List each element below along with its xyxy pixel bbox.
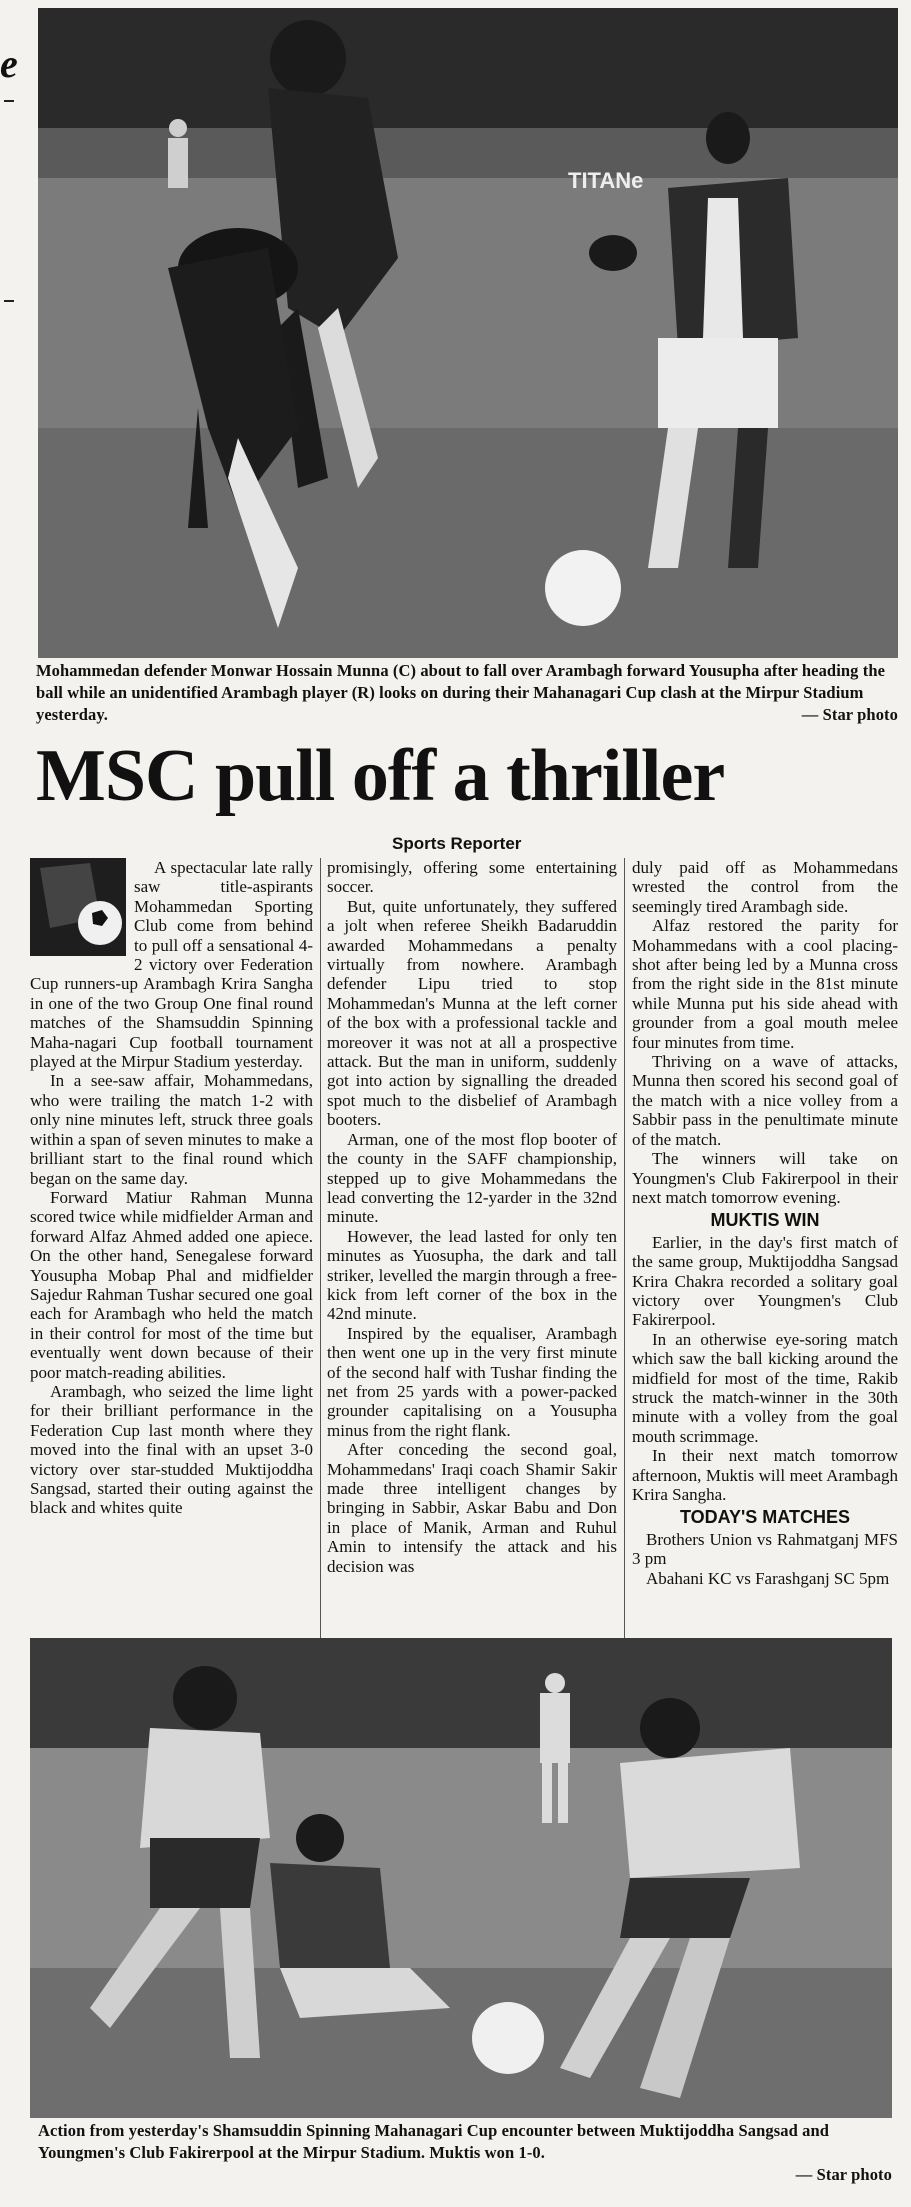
paragraph: Arman, one of the most flop booter of the county in the SAFF championship, stepped up to give Mohammedans the lead converting the 12-yarder in the 32nd minute. — [327, 1129, 617, 1227]
paragraph: Inspired by the equaliser, Arambagh then went one up in the very first minute of the second half with Tushar finding the net from 25 yards with a power-packed grounder capitalising on a Yousupha minus from the right flank. — [327, 1323, 617, 1440]
top-photo — [38, 8, 898, 658]
bottom-photo-caption — [38, 2120, 892, 2186]
stand-sign: TITANe — [568, 168, 644, 193]
top-photo-caption — [36, 660, 898, 726]
column-rule — [624, 858, 625, 1638]
paragraph: A spectacular late rally saw title-aspirants Mohammedan Sporting Club come from behind to pull off a sensational 4-2 victory over Federation Cup runners-up Arambagh Krira Sangha in one of the two Group One final round matches of the Shamsuddin Spinning Maha-nagari Cup football tournament played at the Mirpur Stadium yesterday. — [30, 858, 313, 1072]
byline: Sports Reporter — [392, 834, 522, 853]
paragraph: But, quite unfortunately, they suffered a jolt when referee Sheikh Badaruddin awarded Mohammedans a penalty virtually from nowhere. Arambagh defender Lipu tried to stop Mohammedan's Munna at the left corner of the box with a professional tackle and moreover it was not at all a prospective attack. But the man in uniform, suddenly got into action by signalling the dreaded spot much to the disbelief of Arambagh booters. — [327, 896, 617, 1130]
subheading-muktis-win: MUKTIS WIN — [710, 1210, 820, 1231]
subheading-todays-matches: TODAY'S MATCHES — [680, 1507, 850, 1528]
article-column-2 — [327, 858, 617, 1576]
paragraph: However, the lead lasted for only ten minutes as Yuosupha, the dark and tall striker, levelled the margin through a free-kick from left corner of the box in the 42nd minute. — [327, 1226, 617, 1324]
match-listing: Brothers Union vs Rahmatganj MFS 3 pm — [632, 1529, 898, 1569]
page-edge-rule — [4, 300, 14, 302]
paragraph: Arambagh, who seized the lime light for their brilliant performance in the Federation Cup last month where they moved into the final with an upset 3-0 victory over star-studded Muktijoddha Sangsad, started their outing against the black and whites quite — [30, 1381, 313, 1518]
paragraph: In their next match tomorrow afternoon, Muktis will meet Arambagh Krira Sangha. — [632, 1446, 898, 1504]
bottom-photo — [30, 1638, 892, 2118]
paragraph: In a see-saw affair, Mohammedans, who were trailing the match 1-2 with only nine minutes left, struck three goals within a span of seven minutes to make a brilliant start to the final round which began on the same day. — [30, 1071, 313, 1188]
paragraph: In an otherwise eye-soring match which saw the ball kicking around the midfield for most of the time, Rakib struck the match-winner in the 30th minute with a volley from the goal mouth scrimmage. — [632, 1329, 898, 1446]
match-listing: Abahani KC vs Farashganj SC 5pm — [646, 1568, 890, 1588]
caption-text: Action from yesterday's Shamsuddin Spinning Mahanagari Cup encounter between Muktijoddha Sangsad and Youngmen's Club Fakirerpool at the Mirpur Stadium. Muktis won 1-0. — [38, 2121, 830, 2162]
paragraph: After conceding the second goal, Mohammedans' Iraqi coach Shamir Sakir made three intelligent changes by bringing in Sabbir, Askar Babu and Don in place of Manik, Arman and Ruhul Amin to intensify the attack and his decision was — [327, 1440, 617, 1576]
page-edge-letter: e — [0, 41, 18, 86]
column-rule — [320, 858, 321, 1638]
paragraph: Forward Matiur Rahman Munna scored twice while midfielder Arman and forward Alfaz Ahmed added one apiece. On the other hand, Senegalese forward Yousupha Mobap Phal and midfielder Sajedur Rahman Tushar secured one goal each for Arambagh who held the match in their control for most of the time but eventually went down because of their poor match-reading abilities. — [30, 1187, 313, 1382]
paragraph: promisingly, offering some entertaining soccer. — [327, 858, 617, 897]
photo-credit: — Star photo — [795, 2165, 892, 2184]
thumbnail-photo — [30, 858, 126, 956]
article-column-3 — [632, 858, 898, 1588]
page-edge-rule — [4, 100, 14, 102]
paragraph: Alfaz restored the parity for Mohammedans with a cool placing-shot after being led by a Munna cross from the right side in the 81st minute while Munna put his side ahead with grounder from a goal mouth melee four minutes from time. — [632, 916, 898, 1052]
paragraph: duly paid off as Mohammedans wrested the control from the seemingly tired Arambagh side. — [632, 858, 898, 916]
photo-credit: — Star photo — [801, 705, 898, 724]
headline: MSC pull off a thriller — [36, 735, 725, 817]
caption-text: Mohammedan defender Monwar Hossain Munna (C) about to fall over Arambagh forward Yousupha after heading the ball while an unidentified Arambagh player (R) looks on during their Mahanagari Cup clash at the Mirpur Stadium yesterday. — [36, 661, 886, 724]
paragraph: Earlier, in the day's first match of the same group, Muktijoddha Sangsad Krira Chakra recorded a solitary goal victory over Youngmen's Club Fakirerpool. — [632, 1232, 898, 1330]
paragraph: The winners will take on Youngmen's Club Fakirerpool in their next match tomorrow evening. — [632, 1149, 898, 1207]
paragraph: Thriving on a wave of attacks, Munna then scored his second goal of the match with a nice volley from a Sabbir pass in the penultimate minute of the match. — [632, 1052, 898, 1149]
article-column-1 — [30, 858, 313, 1518]
